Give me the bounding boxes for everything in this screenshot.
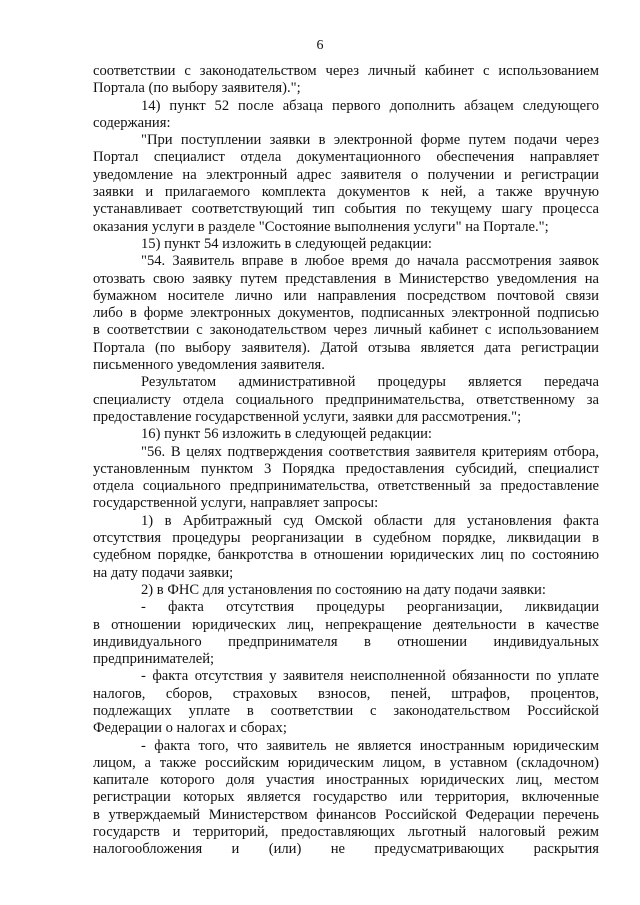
text-line: налогов, сборов, страховых взносов, пеней, штрафов, процентов, — [93, 685, 599, 702]
text-line: отсутствия процедуры реорганизации в судебном порядке, ликвидации в — [93, 530, 599, 547]
text-line: бумажном носителе лично или направления посредством почтовой связи — [93, 287, 599, 304]
text-line: Федерации о налогах и сборах; — [93, 720, 287, 737]
text-line: - факта того, что заявитель не является иностранным юридическим — [141, 737, 599, 754]
text-line: судебном порядке, банкротства в отношении юридических лиц по состоянию — [93, 547, 599, 564]
text-line: 15) пункт 54 изложить в следующей редакции: — [141, 235, 432, 252]
text-line: государств и территорий, предоставляющих льготный налоговый режим — [93, 824, 599, 841]
text-line: отозвать свою заявку путем представления в Министерство уведомления на — [93, 270, 599, 287]
text-line: в соответствии с законодательством через личный кабинет с использованием — [93, 322, 599, 339]
text-line: 2) в ФНС для установления по состоянию на дату подачи заявки: — [141, 581, 546, 598]
text-line: устанавливает соответствующий тип события по текущему шагу процесса — [93, 201, 599, 218]
text-line: соответствии с законодательством через личный кабинет с использованием — [93, 63, 599, 79]
text-line: специалисту отдела социального предпринимательства, ответственному за — [93, 391, 599, 408]
text-line: Портал специалист отдела документационного обеспечения направляет — [93, 149, 599, 166]
text-line: на дату подачи заявки; — [93, 564, 234, 581]
text-line: 16) пункт 56 изложить в следующей редакции: — [141, 426, 432, 443]
text-line: регистрации которых является государство или территория, включенные — [93, 789, 599, 806]
text-line: "56. В целях подтверждения соответствия заявителя критериям отбора, — [141, 443, 599, 460]
page-number: 6 — [316, 38, 324, 53]
text-line: государственной услуги, направляет запросы: — [93, 495, 379, 512]
text-line: либо в форме электронных документов, подписанных электронной подписью — [93, 305, 599, 322]
text-line: 14) пункт 52 после абзаца первого дополнить абзацем следующего — [141, 97, 599, 114]
document-body — [93, 63, 599, 859]
text-line: установленным пунктом 3 Порядка предоставления субсидий, специалист — [93, 460, 599, 477]
text-line: налогообложения и (или) не предусматривающих раскрытия — [93, 841, 599, 858]
text-line: Портала (по выбору заявителя)."; — [93, 80, 301, 97]
text-line: Результатом административной процедуры является передача — [141, 374, 599, 391]
text-line: в утверждаемый Министерством финансов Российской Федерации перечень — [93, 806, 599, 823]
text-line: оказания услуги в разделе "Состояние выполнения услуги" на Портале."; — [93, 218, 549, 235]
text-line: "54. Заявитель вправе в любое время до начала рассмотрения заявок — [141, 253, 599, 270]
text-line: индивидуального предпринимателя в отношении индивидуальных — [93, 633, 599, 650]
text-line: в отношении юридических лиц, непрекращение деятельности в качестве — [93, 616, 599, 633]
text-line: уведомление на электронный адрес заявителя о получении и регистрации — [93, 166, 599, 183]
text-line: лицом, а также российским юридическим лицом, в уставном (складочном) — [93, 754, 599, 771]
text-line: Портала (по выбору заявителя). Датой отзыва является дата регистрации — [93, 339, 599, 356]
text-line: предоставление государственной услуги, заявки для рассмотрения."; — [93, 408, 522, 425]
text-line: заявки и прилагаемого комплекта документов к ней, а также вручную — [93, 184, 599, 201]
text-line: содержания: — [93, 114, 171, 131]
text-line: капитале которого доля участия иностранных юридических лиц, местом — [93, 772, 599, 789]
text-line: письменного уведомления заявителя. — [93, 357, 325, 374]
text-line: - факта отсутствия у заявителя неисполненной обязанности по уплате — [141, 668, 599, 685]
text-line: предпринимателей; — [93, 651, 215, 668]
text-line: подлежащих уплате в соответствии с законодательством Российской — [93, 702, 599, 719]
text-line: отдела социального предпринимательства, ответственный за предоставление — [93, 478, 599, 495]
text-line: "При поступлении заявки в электронной форме путем подачи через — [141, 132, 599, 149]
text-line: 1) в Арбитражный суд Омской области для установления факта — [141, 512, 599, 529]
text-line: - факта отсутствия процедуры реорганизации, ликвидации — [141, 599, 599, 616]
